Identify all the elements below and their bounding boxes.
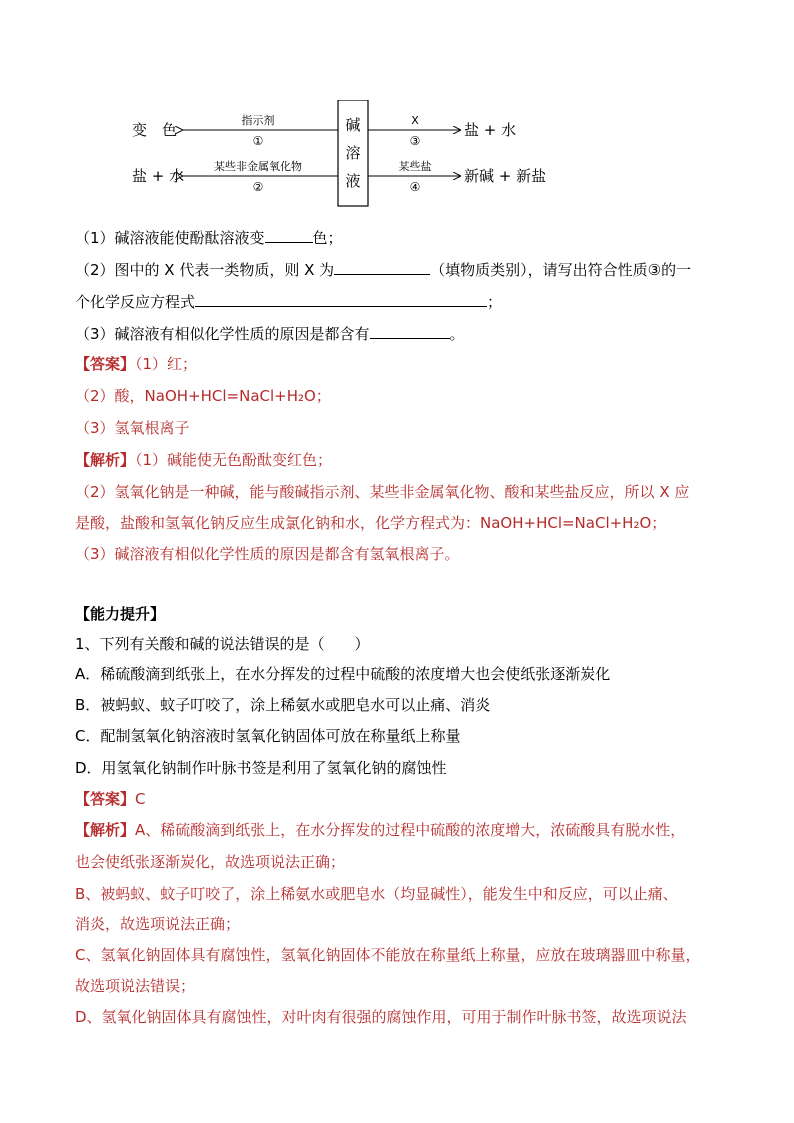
- answer-blank[interactable]: [370, 322, 450, 339]
- answer-blank[interactable]: [195, 290, 487, 307]
- option-c: C．配制氢氧化钠溶液时氢氧化钠固体可放在称量纸上称量: [75, 727, 461, 745]
- right-bottom-result: 新碱 + 新盐: [464, 167, 547, 185]
- center-char-1: 碱: [345, 116, 361, 134]
- analysis2-line-4: 消炎，故选项说法正确；: [75, 915, 241, 933]
- analysis1-line-4: （3）碱溶液有相似化学性质的原因是都含有氢氧根离子。: [75, 545, 460, 563]
- question2-stem: 1、下列有关酸和碱的说法错误的是（ ）: [75, 635, 370, 653]
- analysis2-line-2: 也会使纸张逐渐炭化，故选项说法正确；: [75, 853, 346, 871]
- q2-line: （2）图中的 X 代表一类物质，则 X 为 （填物质类别），请写出符合性质③的一: [75, 258, 691, 280]
- left-top-result: 变 色: [132, 121, 178, 139]
- answer-blank[interactable]: [334, 258, 430, 275]
- answer1-line: 【答案】（1）红；: [75, 355, 198, 373]
- left-bottom-result: 盐 + 水: [132, 167, 185, 185]
- center-char-3: 液: [345, 172, 361, 190]
- answer2-line: 【答案】C: [75, 790, 146, 808]
- left-bottom-num: ②: [252, 180, 264, 194]
- analysis1-line-3: 是酸，盐酸和氢氧化钠反应生成氯化钠和水，化学方程式为：NaOH+HCl=NaCl+H₂O；: [75, 514, 667, 532]
- answer-tag: 【答案】: [75, 355, 136, 373]
- analysis2-line-5: C、氢氧化钠固体具有腐蚀性，氢氧化钠固体不能放在称量纸上称量，应放在玻璃器皿中称量，: [75, 946, 701, 964]
- analysis-tag: 【解析】: [75, 821, 136, 839]
- analysis1-line-2: （2）氢氧化钠是一种碱，能与酸碱指示剂、某些非金属氧化物、酸和某些盐反应，所以 X 应: [75, 483, 690, 501]
- answer1-line-2: （2）酸，NaOH+HCl=NaCl+H₂O；: [75, 387, 331, 405]
- right-top-num: ③: [409, 134, 421, 148]
- option-b: B．被蚂蚁、蚊子叮咬了，涂上稀氨水或肥皂水可以止痛、消炎: [75, 696, 491, 714]
- left-bottom-label: 某些非金属氧化物: [214, 160, 302, 173]
- analysis2-line-3: B、被蚂蚁、蚊子叮咬了，涂上稀氨水或肥皂水（均显碱性），能发生中和反应，可以止痛、: [75, 885, 678, 903]
- answer-blank[interactable]: [265, 226, 313, 243]
- q2b-line: 个化学反应方程式 ；: [75, 290, 502, 312]
- analysis1-line-1: 【解析】（1）碱能使无色酚酞变红色；: [75, 451, 333, 469]
- answer1-line-3: （3）氢氧根离子: [75, 419, 190, 437]
- right-top-label: X: [411, 114, 419, 127]
- option-d: D．用氢氧化钠制作叶脉书签是利用了氢氧化钠的腐蚀性: [75, 759, 447, 777]
- analysis2-line-1: 【解析】A、稀硫酸滴到纸张上，在水分挥发的过程中硫酸的浓度增大，浓硫酸具有脱水性，: [75, 821, 686, 839]
- analysis2-line-7: D、氢氧化钠固体具有腐蚀性，对叶肉有很强的腐蚀作用，可用于制作叶脉书签，故选项说法: [75, 1008, 687, 1026]
- right-bottom-num: ④: [409, 180, 421, 194]
- center-char-2: 溶: [345, 144, 361, 162]
- analysis2-line-6: 故选项说法错误；: [75, 977, 196, 995]
- right-bottom-label: 某些盐: [398, 160, 432, 173]
- right-top-result: 盐 + 水: [464, 121, 517, 139]
- q1-line: （1）碱溶液能使酚酞溶液变 色；: [75, 226, 343, 248]
- answer-tag: 【答案】: [75, 790, 136, 808]
- alkali-properties-diagram: [130, 100, 550, 210]
- q3-line: （3）碱溶液有相似化学性质的原因是都含有 。: [75, 322, 465, 344]
- section-title: 【能力提升】: [75, 605, 166, 623]
- option-a: A．稀硫酸滴到纸张上，在水分挥发的过程中硫酸的浓度增大也会使纸张逐渐炭化: [75, 665, 611, 683]
- analysis-tag: 【解析】: [75, 451, 136, 469]
- left-top-label: 指示剂: [241, 114, 275, 127]
- left-top-num: ①: [252, 134, 264, 148]
